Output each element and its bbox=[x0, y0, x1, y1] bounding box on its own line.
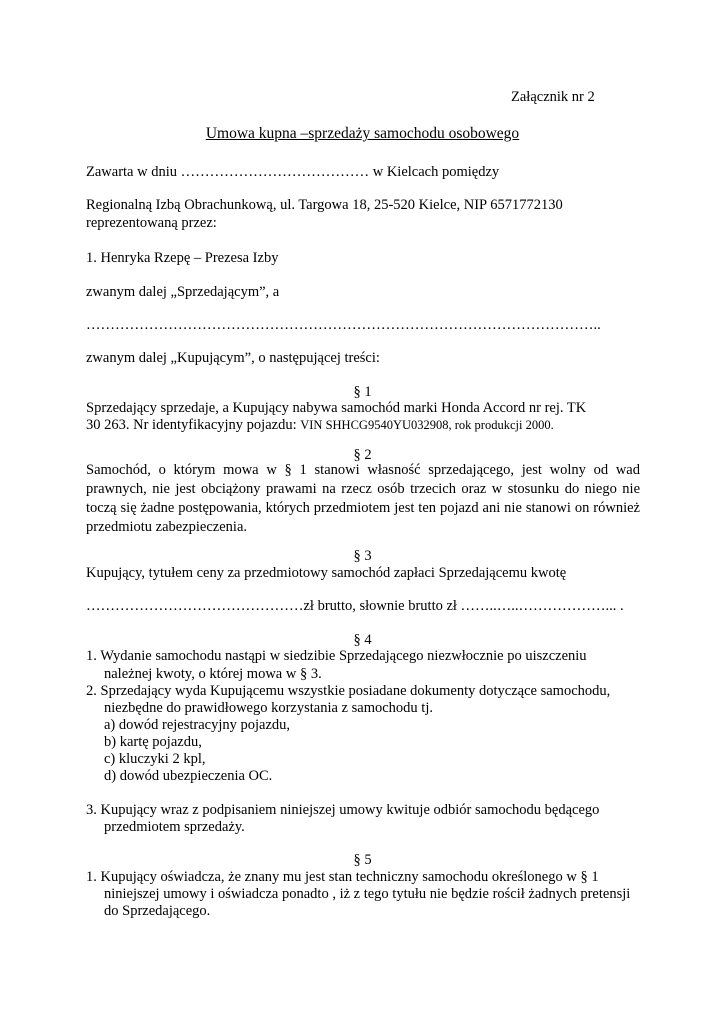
section-4-item-2-line-1: 2. Sprzedający wyda Kupującemu wszystkie posiadane dokumenty dotyczące samochodu, bbox=[86, 683, 611, 699]
section-5-heading: § 5 bbox=[353, 852, 372, 868]
section-2-heading: § 2 bbox=[353, 447, 372, 463]
section-1-line-2-text: 30 263. Nr identyfikacyjny pojazdu: bbox=[86, 417, 301, 433]
seller-alias-line: zwanym dalej „Sprzedającym”, a bbox=[86, 284, 280, 300]
section-1-line-1: Sprzedający sprzedaje, a Kupujący nabywa samochód marki Honda Accord nr rej. TK bbox=[86, 400, 587, 416]
section-4-item-1-line-2: należnej kwoty, o której mowa w § 3. bbox=[104, 666, 322, 682]
section-5-item-1-line-3: do Sprzedającego. bbox=[104, 903, 211, 919]
section-5-item-1-line-2: niniejszej umowy i oświadcza ponadto , iż z tego tytułu nie będzie rościł żadnych pretensji bbox=[104, 886, 631, 902]
section-4-heading: § 4 bbox=[353, 632, 372, 648]
section-5-item-1-line-1: 1. Kupujący oświadcza, że znany mu jest stan techniczny samochodu określonego w § 1 bbox=[86, 869, 599, 885]
title-text: Umowa kupna –sprzedaży samochodu osobowego bbox=[205, 125, 520, 142]
section-4-item-3-line-2: przedmiotem sprzedaży. bbox=[104, 819, 245, 835]
section-4-item-2-line-2: niezbędne do prawidłowego korzystania z samochodu tj. bbox=[104, 700, 433, 716]
buyer-blank-line: …………………………………………………………………………………………….. bbox=[86, 317, 601, 333]
vin-text: VIN SHHCG9540YU032908, rok produkcji 2000. bbox=[300, 418, 554, 432]
section-1-line-2 bbox=[86, 416, 554, 435]
seller-address-line: Regionalną Izbą Obrachunkową, ul. Targowa 18, 25-520 Kielce, NIP 6571772130 bbox=[86, 197, 563, 213]
section-3-heading: § 3 bbox=[353, 548, 372, 564]
contract-date-line: Zawarta w dniu ………………………………… w Kielcach pomiędzy bbox=[86, 164, 500, 180]
price-line: ………………………………………zł brutto, słownie brutto zł ……..…..………………... . bbox=[86, 598, 624, 614]
section-4-subitem-c: c) kluczyki 2 kpl, bbox=[104, 751, 206, 767]
section-4-subitem-d: d) dowód ubezpieczenia OC. bbox=[104, 768, 273, 784]
representative-line: 1. Henryka Rzepę – Prezesa Izby bbox=[86, 250, 279, 266]
section-2-text: Samochód, o którym mowa w § 1 stanowi własność sprzedającego, jest wolny od wad prawnych, nie jest obciążony prawami na rzecz osób trzecich oraz w stosunku do niego nie toczą się żadne postępowania, których przedmiotem jest ten pojazd ani nie stanowi on również przedmiotu zabezpieczenia. bbox=[86, 462, 640, 535]
section-4-subitem-b: b) kartę pojazdu, bbox=[104, 734, 202, 750]
seller-represented-line: reprezentowaną przez: bbox=[86, 215, 217, 231]
section-1-heading: § 1 bbox=[353, 384, 372, 400]
section-4-item-1-line-1: 1. Wydanie samochodu nastąpi w siedzibie Sprzedającego niezwłocznie po uiszczeniu bbox=[86, 648, 587, 664]
section-4-subitem-a: a) dowód rejestracyjny pojazdu, bbox=[104, 717, 291, 733]
section-4-item-3-line-1: 3. Kupujący wraz z podpisaniem niniejszej umowy kwituje odbiór samochodu będącego bbox=[86, 802, 600, 818]
section-3-line-1: Kupujący, tytułem ceny za przedmiotowy samochód zapłaci Sprzedającemu kwotę bbox=[86, 565, 567, 581]
document-title bbox=[0, 124, 725, 143]
buyer-alias-line: zwanym dalej „Kupującym”, o następującej treści: bbox=[86, 350, 380, 366]
attachment-label: Załącznik nr 2 bbox=[511, 89, 595, 105]
